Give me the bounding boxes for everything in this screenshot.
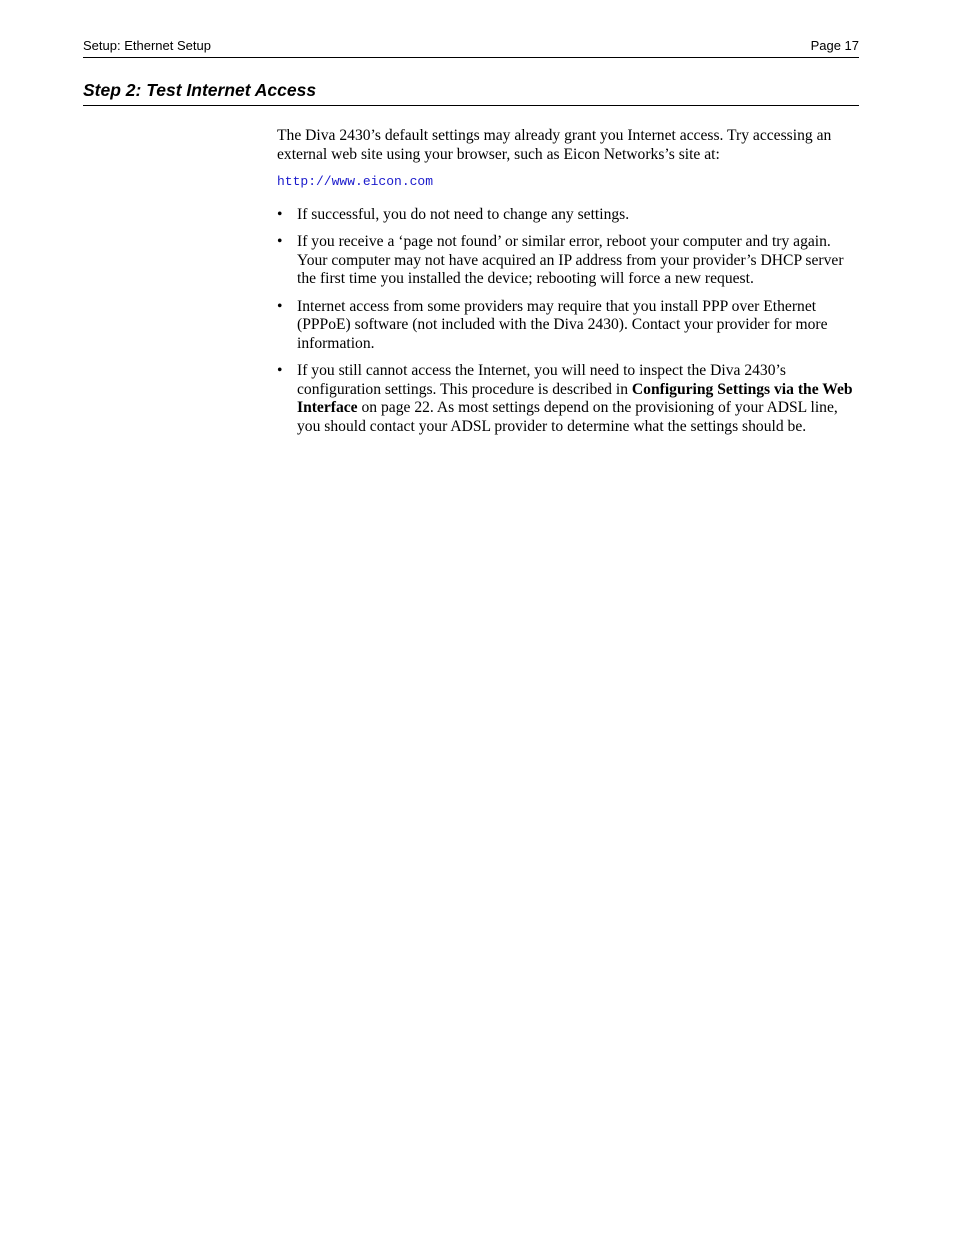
intro-paragraph: The Diva 2430’s default settings may already grant you Internet access. Try accessing an external web site using your browser, such as Eicon Networks’s site at:	[277, 127, 832, 163]
list-item-text	[297, 362, 853, 435]
section-heading	[83, 79, 859, 106]
list-item	[277, 362, 859, 436]
bullet-icon: •	[277, 362, 283, 379]
bullet-icon: •	[277, 297, 283, 315]
list-item	[277, 233, 859, 289]
eicon-website-link[interactable]: http://www.eicon.com	[277, 174, 434, 189]
list-item-text-post: on page 22. As most settings depend on the provisioning of your ADSL line, you should contact your ADSL provider to determine what the settings should be.	[297, 399, 838, 435]
bullet-list	[277, 206, 859, 437]
list-item-text: Internet access from some providers may require that you install PPP over Ethernet (PPPoE) software (not included with the Diva 2430). Contact your provider for more information.	[297, 297, 828, 352]
header-page-number: Page 17	[810, 38, 859, 53]
cross-reference-title: Configuring Settings via the Web Interface	[297, 380, 853, 416]
section-title: Step 2: Test Internet Access	[83, 80, 317, 100]
header-chapter-title: Setup: Ethernet Setup	[83, 38, 211, 53]
list-item-text: If you receive a ‘page not found’ or similar error, reboot your computer and try again. Your computer may not have acquired an IP address from your provider’s DHCP server the first time you installed the device; rebooting will force a new request.	[297, 233, 844, 287]
list-item	[277, 298, 859, 354]
list-item	[277, 206, 859, 225]
running-header	[83, 37, 859, 58]
bullet-icon: •	[277, 205, 283, 223]
list-item-text: If successful, you do not need to change any settings.	[297, 205, 630, 223]
bullet-icon: •	[277, 233, 283, 250]
list-item-text-pre: If you still cannot access the Internet, you will need to inspect the Diva 2430’s configuration settings. This procedure is described in	[297, 362, 786, 398]
body-content	[277, 127, 859, 445]
